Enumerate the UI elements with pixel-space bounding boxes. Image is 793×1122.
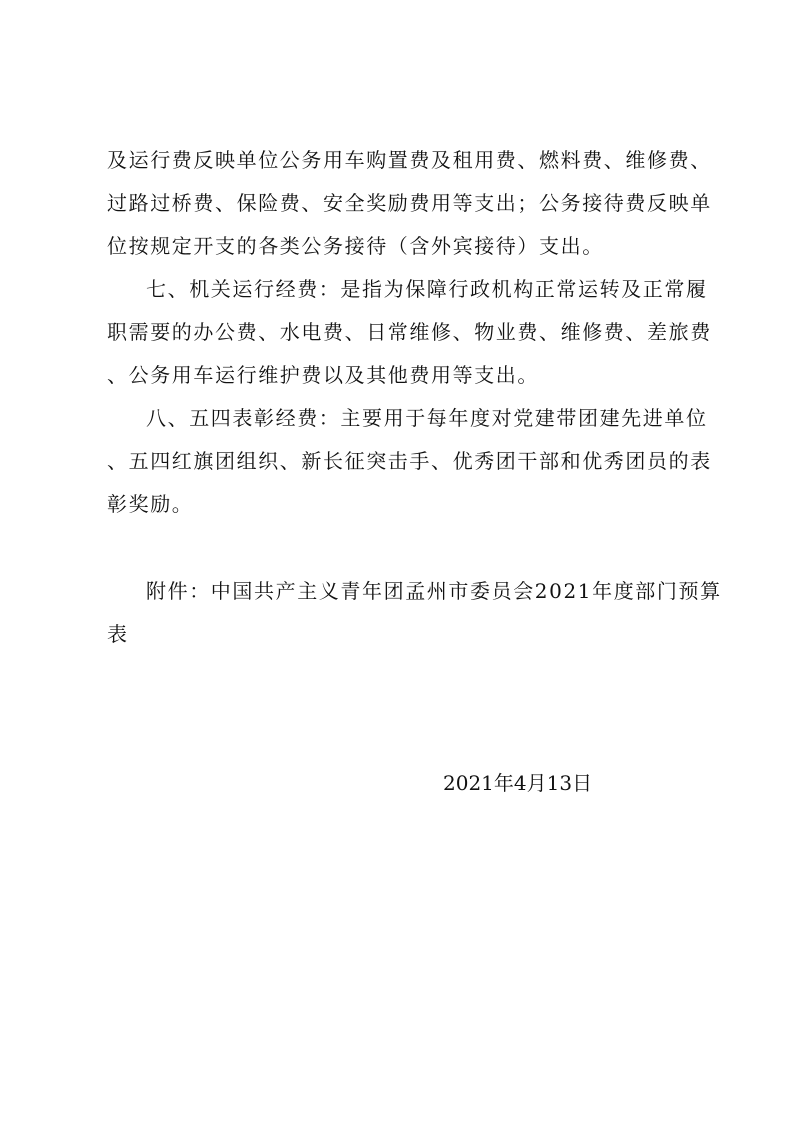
section-8-line: 彰奖励。	[107, 492, 194, 516]
document-date: 2021年4月13日	[443, 771, 593, 795]
section-7-line: 、公务用车运行维护费以及其他费用等支出。	[107, 363, 539, 387]
paragraph-line: 及运行费反映单位公务用车购置费及租用费、燃料费、维修费、	[107, 148, 712, 172]
section-8-line: 、五四红旗团组织、新长征突击手、优秀团干部和优秀团员的表	[107, 449, 712, 473]
section-7-line: 七、机关运行经费：是指为保障行政机构正常运转及正常履	[146, 277, 708, 301]
attachment-line: 表	[107, 622, 129, 646]
paragraph-line: 过路过桥费、保险费、安全奖励费用等支出；公务接待费反映单	[107, 191, 712, 215]
attachment-line: 附件：中国共产主义青年团孟州市委员会2021年度部门预算	[146, 579, 722, 603]
paragraph-line: 位按规定开支的各类公务接待（含外宾接待）支出。	[107, 234, 604, 258]
section-7-line: 职需要的办公费、水电费、日常维修、物业费、维修费、差旅费	[107, 320, 712, 344]
section-8-line: 八、五四表彰经费：主要用于每年度对党建带团建先进单位	[146, 406, 708, 430]
